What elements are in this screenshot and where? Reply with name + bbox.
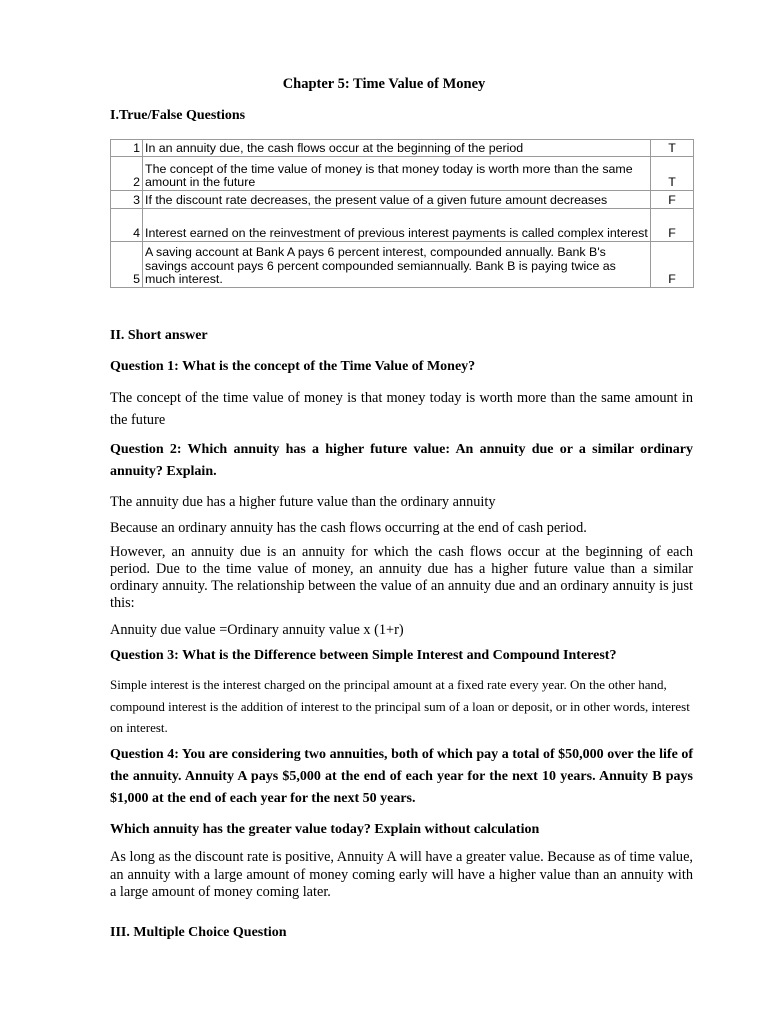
table-row <box>111 191 694 209</box>
answer-cell: F <box>651 209 694 242</box>
answer-2-line-2: Because an ordinary annuity has the cash flows occurring at the end of cash period. <box>110 520 587 536</box>
question-3: Question 3: What is the Difference between Simple Interest and Compound Interest? <box>110 648 617 663</box>
statement-text: Interest earned on the reinvestment of previous interest payments is called complex interest <box>143 209 651 242</box>
question-4-followup: Which annuity has the greater value today? Explain without calculation <box>110 822 540 837</box>
table-row <box>111 209 694 242</box>
table-row <box>111 242 694 288</box>
answer-cell: F <box>651 242 694 288</box>
row-number: 1 <box>111 140 143 157</box>
section-heading-multiple-choice: III. Multiple Choice Question <box>110 925 287 940</box>
answer-cell: F <box>651 191 694 209</box>
row-number: 3 <box>111 191 143 209</box>
answer-3: Simple interest is the interest charged on the principal amount at a fixed rate every year. On the other hand, compound interest is the addition of interest to the principal sum of a loan or deposit, or in other words, interest on interest. <box>110 677 690 735</box>
page-title: Chapter 5: Time Value of Money <box>282 76 486 92</box>
question-4: Question 4: You are considering two annuities, both of which pay a total of $50,000 over the life of the annuity. Annuity A pays $5,000 at the end of each year for the next 10 years. Annuity B pays $1,000 at the end of each year for the next 50 years. <box>110 747 693 806</box>
statement-text: The concept of the time value of money is that money today is worth more than the same amount in the future <box>143 157 651 191</box>
statement-text: A saving account at Bank A pays 6 percent interest, compounded annually. Bank B's savings account pays 6 percent compounded semiannually. Bank B is paying twice as much interest. <box>143 242 651 288</box>
section-heading-true-false: I.True/False Questions <box>110 108 246 123</box>
question-1: Question 1: What is the concept of the Time Value of Money? <box>110 359 476 374</box>
answer-2-formula: Annuity due value =Ordinary annuity value x (1+r) <box>110 622 404 638</box>
row-number: 5 <box>111 242 143 288</box>
answer-1: The concept of the time value of money is that money today is worth more than the same amount in the future <box>110 390 693 428</box>
answer-cell: T <box>651 140 694 157</box>
answer-2-line-1: The annuity due has a higher future value than the ordinary annuity <box>110 494 496 510</box>
true-false-table <box>110 139 694 288</box>
answer-cell: T <box>651 157 694 191</box>
section-heading-short-answer: II. Short answer <box>110 328 208 343</box>
answer-2-paragraph: However, an annuity due is an annuity for which the cash flows occur at the beginning of each period. Due to the time value of money, an annuity due has a higher future value than a similar ordinary annuity. The relationship between the value of an annuity due and an ordinary annuity is just this: <box>110 544 693 611</box>
row-number: 2 <box>111 157 143 191</box>
table-row <box>111 140 694 157</box>
row-number: 4 <box>111 209 143 242</box>
question-2: Question 2: Which annuity has a higher future value: An annuity due or a similar ordinary annuity? Explain. <box>110 442 693 479</box>
answer-4: As long as the discount rate is positive, Annuity A will have a greater value. Because as of time value, an annuity with a large amount of money coming early will have a higher value than an annuity with a large amount of money coming later. <box>110 849 693 900</box>
table-row <box>111 157 694 191</box>
statement-text: In an annuity due, the cash flows occur at the beginning of the period <box>143 140 651 157</box>
statement-text: If the discount rate decreases, the present value of a given future amount decreases <box>143 191 651 209</box>
